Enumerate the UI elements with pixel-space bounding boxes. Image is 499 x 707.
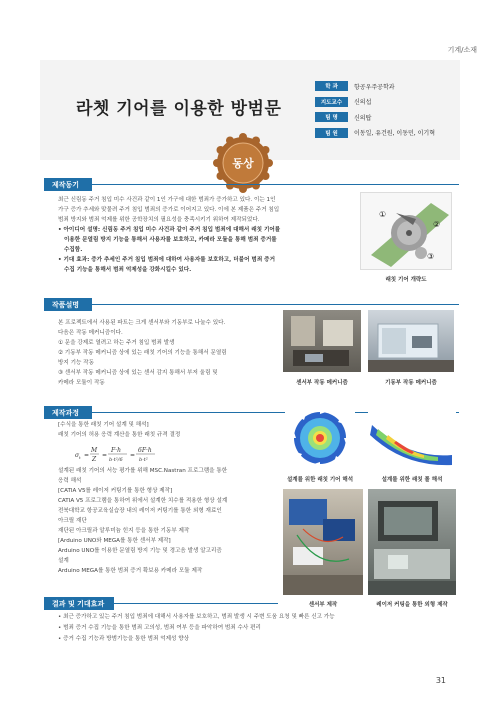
svg-text:=: = (130, 452, 136, 459)
section-title-operation: 작품설명 (44, 298, 92, 311)
list-item: • 최근 증가하고 있는 주거 침입 범죄에 대해서 사용자를 보호하고, 범죄 발생 시 주변 도움 요청 및 빠른 신고 가능 (58, 614, 335, 620)
text-line: • 아이디어 설명: 신림동 주거 침입 미수 사건과 같이 주거 침입 범죄에 대해서 래칫 기어를 (58, 227, 281, 233)
actuator-mechanism-photo (368, 310, 454, 372)
caption-ratchet-pawl-fea: 설계를 위한 래칫 폴 해석 (381, 477, 443, 483)
info-value: 신의섭 (354, 99, 372, 106)
text-line: 방지 기능 작동 (58, 360, 94, 366)
page-title: 라쳇 기어를 이용한 방범문 (76, 99, 282, 119)
photo-content (368, 310, 454, 372)
text-line: 아크릴 재단 (58, 518, 87, 524)
info-label: 팀 명 (315, 112, 348, 122)
photo-content (283, 489, 363, 595)
caption-laser-cut-build: 레이저 커팅을 통한 외형 제작 (376, 602, 448, 608)
text-line: 응력 해석 (58, 478, 82, 484)
text-line: 설계된 래칫 기어의 서능 평가를 위해 MSC.Nastran 프로그램을 통한 (58, 468, 228, 474)
text-line: ① 문을 강제로 열려고 하는 주거 침입 범죄 발생 (58, 340, 175, 346)
text-line: ③ 센서부 작동 메커니즘 상에 있는 센서 감지 통해서 부저 울림 및 (58, 370, 218, 376)
category-label: 기계/소재 (447, 46, 477, 54)
svg-text:t: t (79, 455, 81, 460)
info-value: 항공우주공학과 (354, 83, 395, 91)
process-text-top (58, 420, 180, 440)
info-label: 지도교수 (315, 97, 348, 107)
info-row-department (315, 80, 465, 92)
svg-text:Z: Z (92, 456, 97, 463)
motivation-text (58, 195, 280, 275)
svg-text:b·t²: b·t² (139, 457, 148, 463)
text-line: [CATIA V5를 레이저 커팅기를 통한 형상 제작] (58, 488, 173, 494)
caption-sensor-mechanism: 센서부 작동 메커니즘 (296, 380, 348, 386)
text-line: ② 기동부 작동 메커니즘 상에 있는 래칫 기어의 기능을 통해서 문열림 (58, 350, 227, 356)
text-line: 범죄 방지와 범죄 억제를 위한 공학장치의 필요성을 충족시키기 위하여 제작되었다. (58, 217, 260, 223)
caption-actuator-mechanism: 기동부 작동 메커니즘 (385, 380, 437, 386)
section-divider (92, 184, 459, 185)
operation-text (58, 318, 227, 388)
section-divider (114, 603, 278, 604)
text-line: Arduino MEGA를 통한 범죄 증거 확보용 카메라 모듈 제작 (58, 568, 203, 574)
section-title-motivation: 제작동기 (44, 178, 92, 191)
svg-text:=: = (84, 452, 90, 459)
info-label: 팀 원 (315, 128, 348, 138)
text-line: 다음은 작동 메커니즘이다. (58, 330, 123, 336)
svg-text:b·t²/6: b·t²/6 (109, 457, 123, 463)
svg-text:6F·h: 6F·h (138, 447, 152, 454)
award-text: 동상 (232, 157, 254, 170)
photo-content (283, 310, 361, 372)
diagram-label: ① (379, 210, 387, 219)
text-line: 본 프로젝트에서 사용된 파트는 크게 센서부와 기동부로 나눌수 있다. (58, 320, 226, 326)
info-value: 신의탑 (354, 114, 372, 122)
photo-content (368, 489, 456, 595)
info-row-advisor (315, 96, 465, 108)
text-line: 가구 증가 추세와 맞물려 주거 침입 범죄의 증가로 이어지고 있다. 이에 본 제품은 주거 침입 (58, 207, 280, 213)
info-row-members (315, 127, 465, 139)
text-line: Arduino UNO를 이용한 문열림 방지 기능 및 경고음 발생 알고리즘 (58, 548, 222, 554)
ratchet-gear-drawing (361, 193, 452, 270)
text-line: 이용한 문열림 방지 기능을 통해서 사용자를 보호하고, 카메라 모듈을 통해 범죄 증거를 (64, 237, 277, 243)
list-item: • 범죄 증거 수집 기능을 통한 범죄 고의성, 범죄 여부 등을 파악하여 범죄 수사 편리 (58, 625, 261, 631)
text-line: 수집 기능을 통해서 범죄 억제성을 강화시킬수 있다. (64, 267, 192, 273)
text-line: [Arduino UNO와 MEGA를 통한 센서부 제작] (58, 538, 171, 544)
team-info (315, 80, 465, 142)
ratchet-gear-fea-image (285, 405, 355, 469)
section-title-results: 결과 및 기대효과 (44, 597, 114, 610)
svg-text:F·h: F·h (111, 447, 121, 454)
caption-sensor-build: 센서부 제작 (308, 602, 338, 608)
caption-ratchet-diagram: 래칫 기어 개략도 (385, 277, 427, 283)
info-value: 이동일, 유건원, 이동민, 이기혁 (354, 130, 435, 137)
text-line: 수집함. (64, 247, 83, 253)
laser-cut-build-photo (368, 489, 456, 595)
text-line: [수식을 통한 래칫 기어 설계 및 해석] (58, 422, 149, 428)
section-title-process: 제작과정 (44, 406, 92, 419)
ratchet-pawl-fea-image (368, 405, 456, 469)
section-divider (92, 304, 459, 305)
text-line: • 기대 효과: 증가 추세인 주거 침입 범죄에 대하여 사용자를 보호하고, 더불어 범죄 증거 (58, 257, 275, 263)
svg-text:=: = (102, 452, 108, 459)
text-line: 설계 (58, 558, 69, 564)
process-text-bottom (58, 466, 227, 576)
info-label: 학 과 (315, 81, 348, 91)
fea-gear-drawing (285, 405, 355, 469)
text-line: 최근 신림동 주거 침입 미수 사건과 같이 1인 가구에 대한 범죄가 증가하고 있다. 이는 1인 (58, 197, 276, 203)
text-line: CATIA V5 프로그램을 통하여 위에서 설계한 치수를 적용한 형상 설계 (58, 498, 228, 504)
list-item: • 증거 수집 기능과 방범기능을 통한 범죄 억제성 향상 (58, 636, 189, 642)
stress-formula (75, 443, 205, 465)
sensor-build-photo (283, 489, 363, 595)
sensor-mechanism-photo (283, 310, 361, 372)
caption-ratchet-gear-fea: 설계를 위한 래칫 기어 해석 (286, 477, 354, 483)
diagram-label: ③ (427, 252, 435, 261)
ratchet-gear-diagram (360, 192, 452, 270)
fea-pawl-drawing (368, 405, 456, 469)
diagram-label: ② (433, 220, 441, 229)
svg-text:M: M (91, 447, 98, 454)
text-line: 재단된 아크릴과 알루미늄 힌지 등을 통한 기동부 제작 (58, 528, 190, 534)
results-list (58, 612, 335, 645)
text-line: 래칫 기어의 허용 응력 계산을 통한 래칫 규격 결정 (58, 432, 181, 438)
text-line: 카메라 모듈이 작동 (58, 380, 105, 386)
info-row-team-name (315, 111, 465, 123)
text-line: 전북대학교 항공교육실습장 내의 레이저 커팅기를 통한 외형 재료인 (58, 508, 222, 514)
svg-text:σ: σ (75, 452, 80, 459)
page-number: 31 (435, 676, 446, 685)
